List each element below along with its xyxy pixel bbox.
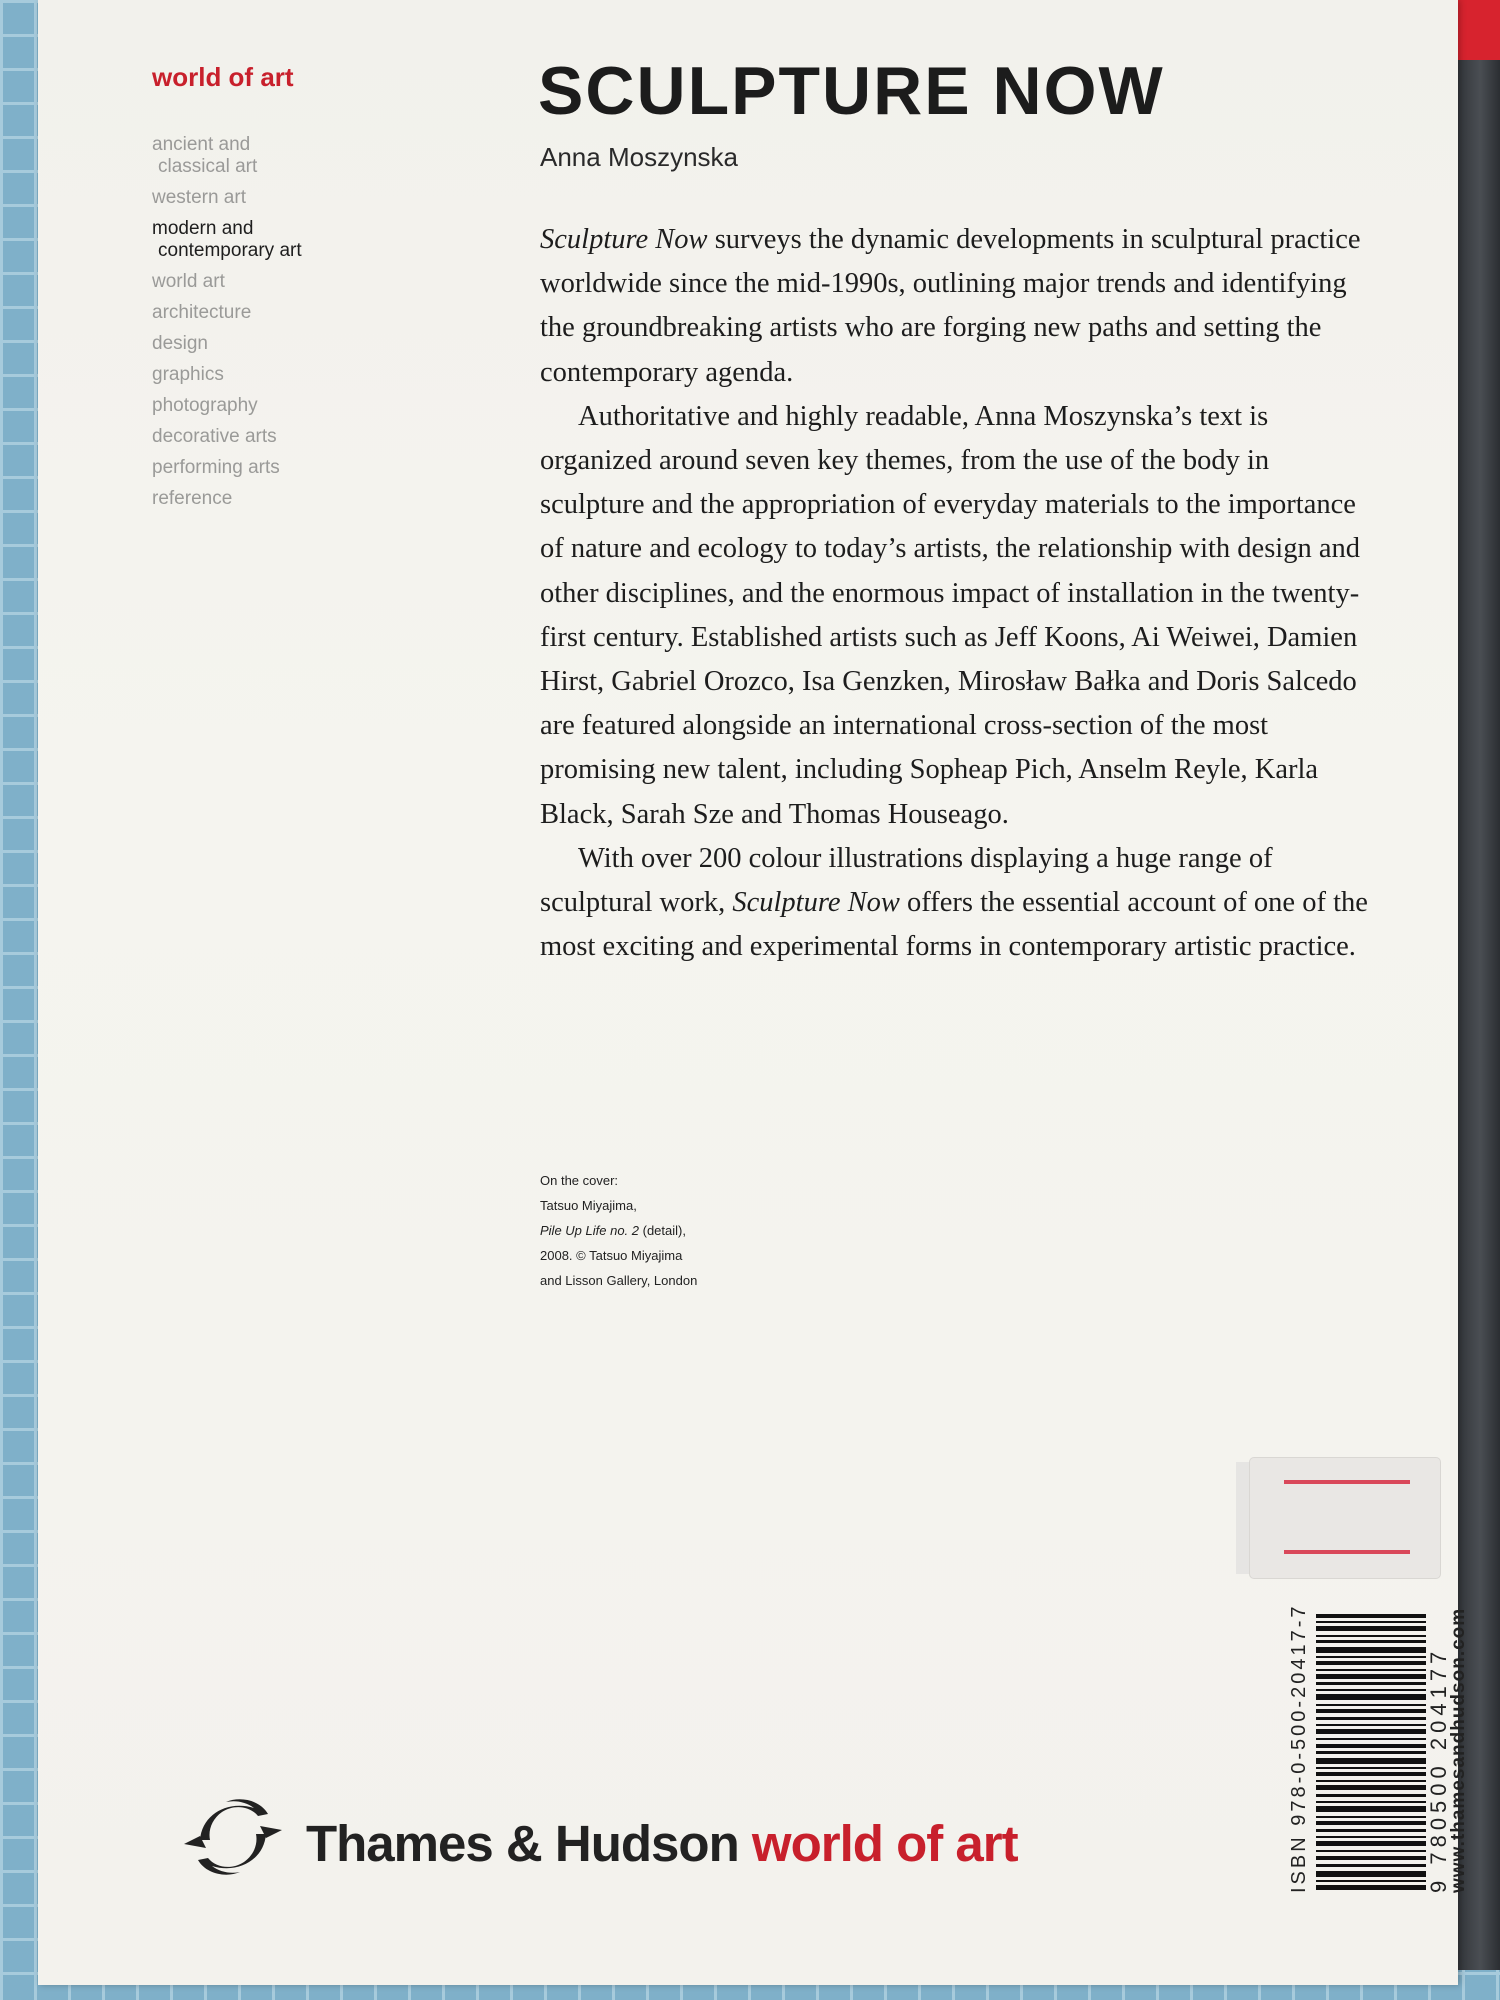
barcode-numbers: 9 780500 204177 [1426,1646,1451,1893]
blurb-paragraph-1: Sculpture Now surveys the dynamic developments in sculptural practice worldwide since the mid-1990s, outlining major trends and identifying the groundbreaking artists who are forging new paths and setting the contemporary agenda. [540,224,1361,388]
blurb-paragraph-3: With over 200 colour illustrations displaying a huge range of sculptural work, Sculpture Now offers the essential account of one of the most exciting and experimental forms in contemporary artistic practice. [540,842,1368,963]
series-item: ancient and classical art [152,134,258,177]
isbn-text: ISBN 978-0-500-20417-7 [1288,1603,1310,1893]
series-item-active: modern and contemporary art [152,218,302,261]
sticker-line [1284,1550,1410,1554]
book-blurb [540,218,1370,969]
book-back-cover [38,0,1469,1985]
series-item: world art [152,271,225,292]
spine-red-band [1454,0,1500,62]
series-item: decorative arts [152,426,277,447]
book-author: Anna Moszynska [540,142,738,172]
series-item: graphics [152,364,224,385]
book-title: SCULPTURE NOW [538,53,1165,129]
series-title: world of art [152,62,294,92]
series-category-list [152,134,412,519]
series-item: performing arts [152,457,280,478]
blurb-paragraph-2: Authoritative and highly readable, Anna Moszynska’s text is organized around seven key themes, from the use of the body in sculpture and the appropriation of everyday materials to the importance of nature and ecology to today’s artists, the relationship with design and other disciplines, and the enormous impact of installation in the twenty-first century. Established artists such as Jeff Koons, Ai Weiwei, Damien Hirst, Gabriel Orozco, Isa Genzken, Mirosław Bałka and Doris Salcedo are featured alongside an international cross-section of the most promising new talent, including Sopheap Pich, Anselm Reyle, Karla Black, Sarah Sze and Thomas Houseago. [540,400,1360,830]
publisher-wordmark: Thames & Hudson world of art [306,1815,1018,1872]
series-item: western art [152,187,246,208]
series-item: architecture [152,302,252,323]
price-sticker [1250,1458,1440,1578]
series-item: reference [152,488,233,509]
thames-hudson-dolphins-icon [180,1792,286,1882]
sticker-line [1284,1480,1410,1484]
cover-credit: On the cover: Tatsuo Miyajima, Pile Up Life no. 2 (detail), 2008. © Tatsuo Miyajima and Lisson Gallery, London [540,1173,698,1288]
series-item: photography [152,395,258,416]
publisher-logo-row [180,1792,1100,1882]
series-item: design [152,333,208,354]
publisher-website: www.thamesandhudson.com [1448,1607,1469,1893]
barcode [1316,1614,1426,1894]
